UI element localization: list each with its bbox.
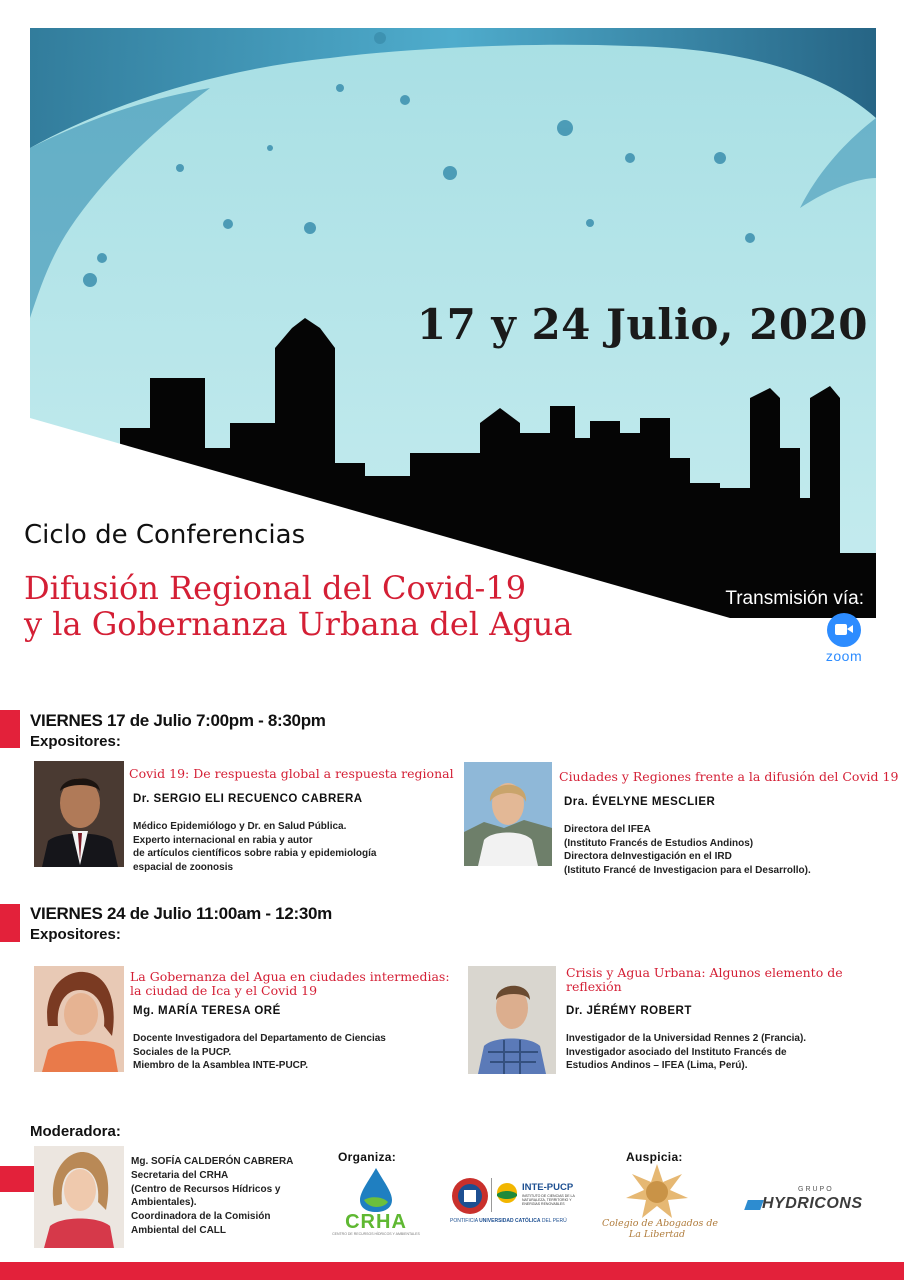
moderator-name: Mg. SOFÍA CALDERÓN CABRERA	[131, 1156, 294, 1167]
transmission-label: Transmisión vía:	[725, 588, 864, 609]
speaker-name-recuenco: Dr. SERGIO ELI RECUENCO CABRERA	[133, 793, 363, 805]
speaker-photo-recuenco	[34, 761, 124, 867]
bio-line: Experto internacional en rabia y autor	[133, 834, 313, 846]
talk-title-line: reflexión	[566, 979, 622, 994]
bio-line: Miembro de la Asamblea INTE-PUCP.	[133, 1060, 309, 1071]
pucp-suffix: DEL PERÚ	[541, 1218, 567, 1224]
organiza-label: Organiza:	[338, 1150, 397, 1164]
hydricons-logo	[738, 1186, 884, 1220]
talk-title-line: La Gobernanza del Agua en ciudades intermedias:	[130, 969, 450, 984]
day1-heading: VIERNES 17 de Julio 7:00pm - 8:30pm	[30, 711, 326, 730]
pucp-prefix: PONTIFICIA	[450, 1218, 478, 1224]
inte-pucp-logo	[450, 1176, 580, 1226]
moderator-line: Ambientales).	[131, 1197, 197, 1209]
colegio-label	[602, 1218, 719, 1240]
speaker-name-robert: Dr. JÉRÉMY ROBERT	[566, 1005, 692, 1017]
zoom-logo	[820, 613, 868, 664]
moderator-line: Ambiental del CALL	[131, 1224, 227, 1236]
pucp-name: UNIVERSIDAD CATÓLICA	[479, 1218, 541, 1224]
colegio-abogados-logo	[602, 1162, 719, 1244]
event-title-line1: Difusión Regional del Covid-19	[24, 569, 527, 607]
zoom-label: zoom	[825, 648, 863, 664]
day1-marker	[0, 710, 20, 748]
moderator-line: Coordinadora de la Comisión	[131, 1211, 271, 1223]
moderator-info	[131, 1155, 293, 1238]
colegio-line: Colegio de Abogados de	[602, 1218, 719, 1229]
event-date: 17 y 24 Julio, 2020	[416, 300, 868, 349]
event-title	[24, 570, 572, 642]
speaker-photo-ore	[34, 966, 124, 1072]
bio-line: Estudios Andinos – IFEA (Lima, Perú).	[566, 1060, 748, 1071]
bio-line: Investigador asociado del Instituto Francés de	[566, 1046, 787, 1058]
day2-marker	[0, 904, 20, 942]
speaker-photo-mesclier	[464, 762, 552, 866]
moderator-label: Moderadora:	[30, 1123, 121, 1140]
talk-title-mesclier: Ciudades y Regiones frente a la difusión del Covid 19	[559, 769, 899, 784]
moderator-photo	[34, 1146, 124, 1248]
speaker-name-ore: Mg. MARÍA TERESA ORÉ	[133, 1005, 281, 1017]
hydricons-label: HYDRICONS	[762, 1195, 863, 1212]
bio-line: espacial de zoonosis	[133, 861, 234, 873]
talk-title-line: Crisis y Agua Urbana: Algunos elemento de	[566, 965, 843, 980]
crha-subtitle: CENTRO DE RECURSOS HÍDRICOS Y AMBIENTALES	[332, 1232, 420, 1236]
colegio-line: La Libertad	[628, 1229, 686, 1240]
grupo-label: GRUPO	[798, 1186, 834, 1193]
water-drop-icon	[330, 1166, 422, 1212]
bio-line: Docente Investigadora del Departamento de Ciencias	[133, 1033, 386, 1044]
hydricons-mark-icon	[744, 1200, 764, 1210]
moderator-marker	[0, 1166, 34, 1192]
bio-line: Sociales de la PUCP.	[133, 1046, 232, 1058]
series-title: Ciclo de Conferencias	[24, 520, 306, 550]
inte-label: INTE-PUCP	[522, 1182, 574, 1193]
crha-label: CRHA	[345, 1211, 407, 1233]
day2-speakers-label: Expositores:	[30, 926, 121, 943]
talk-title-line: la ciudad de Ica y el Covid 19	[130, 983, 318, 998]
auspicia-label: Auspicia:	[626, 1150, 683, 1164]
inte-subtitle: INSTITUTO DE CIENCIAS DE LA NATURALEZA, TERRITORIO Y ENERGÍAS RENOVABLES	[522, 1194, 575, 1206]
bio-line: Investigador de la Universidad Rennes 2 (Francia).	[566, 1033, 807, 1044]
speaker-bio-mesclier	[564, 823, 811, 877]
bio-line: Médico Epidemiólogo y Dr. en Salud Pública.	[133, 821, 347, 832]
bio-line: Directora del IFEA	[564, 824, 651, 835]
bio-line: Directora deInvestigación en el IRD	[564, 851, 732, 862]
speaker-bio-robert	[566, 1032, 806, 1073]
footer-bar	[0, 1262, 904, 1280]
talk-title-robert	[566, 966, 843, 994]
star-emblem-icon	[602, 1162, 712, 1218]
talk-title-recuenco: Covid 19: De respuesta global a respuesta regional	[129, 766, 454, 781]
event-title-line2: y la Gobernanza Urbana del Agua	[24, 605, 573, 643]
moderator-line: (Centro de Recursos Hídricos y	[131, 1183, 281, 1195]
bio-line: de artículos científicos sobre rabia y epidemiología	[133, 848, 377, 859]
university-seal-icon	[450, 1176, 490, 1216]
bio-line: (Instituto Francés de Estudios Andinos)	[564, 837, 754, 849]
talk-title-ore	[130, 970, 450, 998]
crha-logo	[330, 1166, 422, 1236]
day1-speakers-label: Expositores:	[30, 733, 121, 750]
speaker-name-mesclier: Dra. ÉVELYNE MESCLIER	[564, 796, 716, 808]
inte-globe-icon	[496, 1182, 518, 1204]
bio-line: (Istituto Francé de Investigacion para el Desarrollo).	[564, 864, 811, 876]
speaker-bio-recuenco	[133, 820, 376, 874]
day2-heading: VIERNES 24 de Julio 11:00am - 12:30m	[30, 904, 332, 923]
speaker-bio-ore	[133, 1032, 386, 1073]
speaker-photo-robert	[468, 966, 556, 1074]
video-camera-icon	[827, 613, 861, 647]
moderator-line: Secretaria del CRHA	[131, 1169, 229, 1181]
pucp-label	[450, 1218, 567, 1224]
